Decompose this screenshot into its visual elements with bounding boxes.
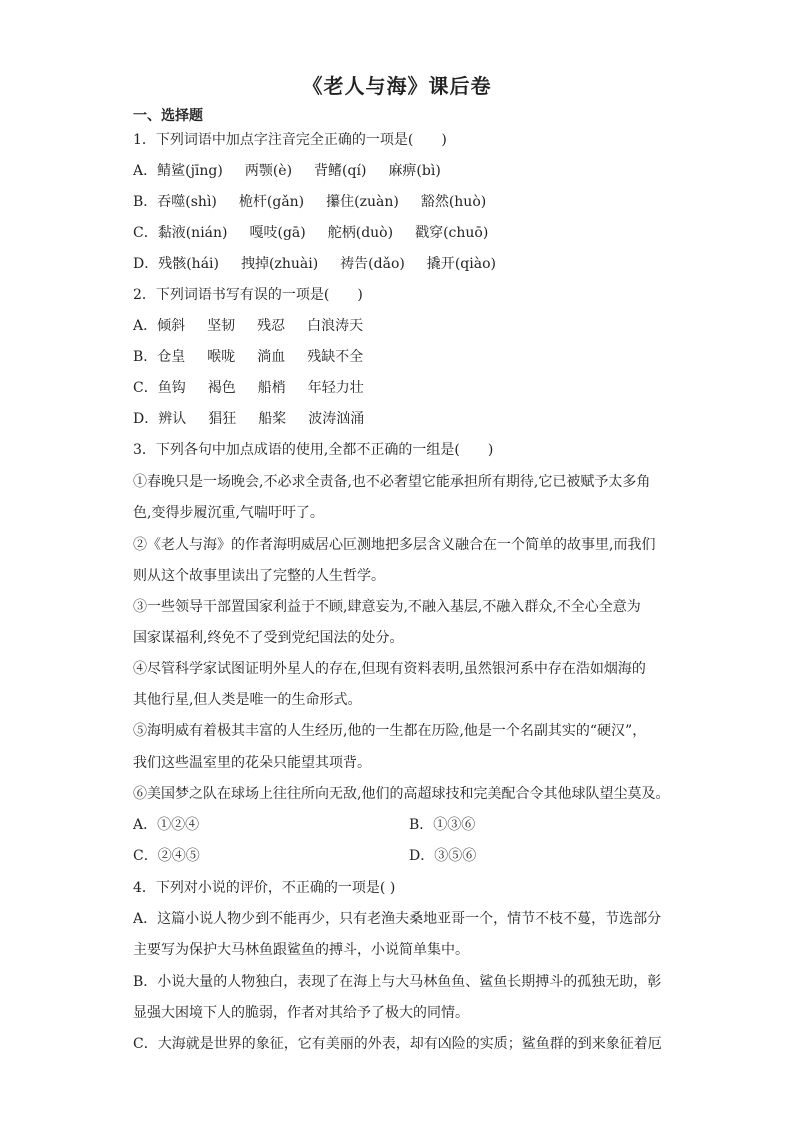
- option-text: C．黏液(nián): [133, 225, 228, 241]
- question-3-sentence-line: 我们这些温室里的花朵只能望其项背。: [133, 755, 371, 771]
- option-text: 戳穿(chuō): [415, 225, 489, 241]
- option-text: 撬开(qiào): [426, 256, 496, 272]
- option-text: 褐色: [207, 380, 236, 396]
- option-text: 残缺不全: [307, 349, 364, 365]
- option-text: C．鱼钩: [133, 380, 186, 396]
- option-text: 年轻力壮: [307, 380, 364, 396]
- option-text: 船桨: [258, 411, 287, 427]
- question-3-sentence-line: ⑤海明威有着极其丰富的人生经历,他的一生都在历险,他是一个名副其实的“硬汉”，: [133, 723, 647, 739]
- option-text: 残忍: [257, 318, 286, 334]
- question-2-option-c[interactable]: [133, 379, 386, 397]
- option-text: D．辨认: [133, 411, 187, 427]
- option-text: B．仓皇: [133, 349, 186, 365]
- option-text: 淌血: [257, 349, 286, 365]
- option-text: 两颚(è): [244, 163, 293, 179]
- option-text: 嘎吱(gā): [249, 225, 306, 241]
- option-text: 拽掉(zhuài): [241, 256, 319, 272]
- question-3-sentence-line: ③一些领导干部置国家利益于不顾,肆意妄为,不融入基层,不融入群众,不全心全意为: [133, 599, 641, 615]
- question-3-sentence-line: 色,变得步履沉重,气喘吁吁了。: [133, 505, 324, 521]
- question-3-sentence-line: 则从这个故事里读出了完整的人生哲学。: [133, 568, 385, 584]
- question-4-option-line[interactable]: C．大海就是世界的象征，它有美丽的外表，却有凶险的实质；鲨鱼群的到来象征着厄: [133, 1036, 662, 1052]
- option-text: A．鲭鲨(jīng): [133, 163, 223, 179]
- page-title: 《老人与海》课后卷: [302, 74, 492, 98]
- option-text: 波涛汹涌: [308, 411, 365, 427]
- question-3-option-c[interactable]: C．②④⑤: [133, 848, 200, 864]
- question-1-option-d[interactable]: [133, 255, 518, 273]
- option-text: 喉咙: [207, 349, 236, 365]
- option-text: 舵柄(duò): [327, 225, 394, 241]
- option-text: 猖狂: [208, 411, 237, 427]
- question-4-option-line: 主要写为保护大马林鱼跟鲨鱼的搏斗，小说简单集中。: [133, 942, 469, 958]
- question-2-option-b[interactable]: [133, 348, 385, 366]
- section-heading: 一、选择题: [133, 108, 203, 124]
- question-4-option-line[interactable]: A．这篇小说人物少到不能再少，只有老渔夫桑地亚哥一个，情节不枝不蔓，节选部分: [133, 911, 662, 927]
- question-3-sentence-line: ①春晚只是一场晚会,不必求全责备,也不必奢望它能承担所有期待,它已被赋予太多角: [133, 474, 651, 490]
- option-text: 攥住(zuàn): [326, 194, 399, 210]
- question-3-sentence-line: ②《老人与海》的作者海明威居心叵测地把多层含义融合在一个简单的故事里,而我们: [133, 537, 656, 553]
- question-3-option-a[interactable]: A．①②④: [133, 817, 200, 833]
- option-text: A．倾斜: [133, 318, 186, 334]
- option-text: 背鳍(qí): [314, 163, 367, 179]
- question-1-option-a[interactable]: [133, 162, 463, 180]
- option-text: 豁然(huò): [420, 194, 487, 210]
- question-1-stem: 1．下列词语中加点字注音完全正确的一项是( ): [133, 132, 447, 148]
- question-3-option-d[interactable]: D．③⑤⑥: [409, 848, 477, 864]
- option-text: 船梢: [257, 380, 286, 396]
- question-3-option-b[interactable]: B．①③⑥: [409, 817, 476, 833]
- option-text: 桅杆(gǎn): [238, 194, 305, 210]
- question-4-stem: 4．下列对小说的评价，不正确的一项是( ): [133, 880, 396, 896]
- option-text: B．吞噬(shì): [133, 194, 217, 210]
- question-2-option-d[interactable]: [133, 410, 386, 428]
- question-4-option-line[interactable]: B．小说大量的人物独白，表现了在海上与大马林鱼鱼、鲨鱼长期搏斗的孤独无助，彰: [133, 974, 662, 990]
- option-text: 祷告(dǎo): [340, 256, 405, 272]
- question-3-sentence-line: ④尽管科学家试图证明外星人的存在,但现有资料表明,虽然银河系中存在浩如烟海的: [133, 661, 646, 677]
- question-2-stem: 2．下列词语书写有误的一项是( ): [133, 287, 363, 303]
- option-text: D．残骸(hái): [133, 256, 219, 272]
- option-text: 麻痹(bì): [388, 163, 441, 179]
- question-1-option-c[interactable]: [133, 224, 510, 242]
- option-text: 白浪涛天: [307, 318, 364, 334]
- question-2-option-a[interactable]: [133, 317, 385, 335]
- option-text: 坚韧: [207, 318, 236, 334]
- question-3-sentence-line: ⑥美国梦之队在球场上往往所向无敌,他们的高超球技和完美配合令其他球队望尘莫及。: [133, 786, 670, 802]
- question-3-stem: 3．下列各句中加点成语的使用,全都不正确的一组是( ): [133, 442, 494, 458]
- question-4-option-line: 显强大困境下人的脆弱，作者对其给予了极大的同情。: [133, 1005, 469, 1021]
- question-3-sentence-line: 其他行星,但人类是唯一的生命形式。: [133, 692, 362, 708]
- question-1-option-b[interactable]: [133, 193, 508, 211]
- question-3-sentence-line: 国家谋福利,终免不了受到党纪国法的处分。: [133, 630, 404, 646]
